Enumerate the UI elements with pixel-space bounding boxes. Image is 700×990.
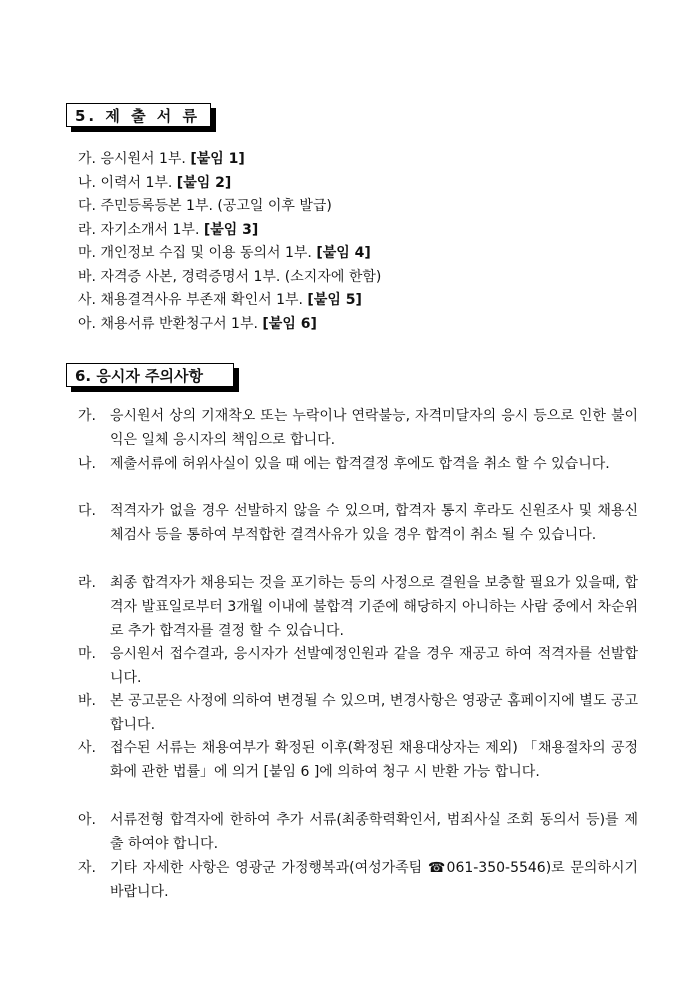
section-5-title: 5. 제 출 서 류	[66, 103, 211, 127]
section-6-title: 6. 응시자 주의사항	[66, 363, 234, 387]
item-marker: 바.	[78, 268, 96, 285]
attachment-ref: [붙임 5]	[307, 292, 362, 308]
notice-item	[78, 405, 638, 453]
item-marker: 사.	[78, 740, 96, 756]
attachment-ref: [붙임 4]	[316, 245, 371, 261]
item-text: 본 공고문은 사정에 의하여 변경될 수 있으며, 변경사항은 영광군 홈페이지에 별도 공고합니다.	[110, 693, 638, 733]
item-marker: 아.	[78, 812, 96, 828]
document-item	[78, 313, 317, 337]
document-item	[78, 266, 381, 290]
item-text: 서류전형 합격자에 한하여 추가 서류(최종학력확인서, 범죄사실 조회 동의서 등)를 제출 하여야 합니다.	[110, 812, 638, 852]
item-marker: 다.	[78, 503, 96, 519]
item-marker: 바.	[78, 693, 96, 709]
notice-item	[78, 809, 638, 857]
item-marker: 가.	[78, 151, 96, 167]
notice-item	[78, 643, 638, 691]
item-marker: 사.	[78, 292, 96, 308]
item-text: 개인정보 수집 및 이용 동의서 1부.	[100, 245, 312, 261]
notice-item	[78, 690, 638, 738]
document-item	[78, 289, 362, 313]
item-marker: 나.	[78, 174, 96, 191]
notice-item	[78, 737, 638, 785]
notice-item	[78, 572, 638, 643]
item-text: 채용서류 반환청구서 1부.	[100, 315, 258, 332]
item-text: 이력서 1부.	[100, 174, 173, 191]
document-item	[78, 242, 371, 266]
item-text: 응시원서 접수결과, 응시자가 선발예정인원과 같을 경우 재공고 하여 적격자를 선발합니다.	[110, 646, 638, 686]
item-marker: 라.	[78, 221, 96, 238]
item-text: 자기소개서 1부.	[100, 221, 200, 238]
item-text: 응시원서 1부.	[100, 151, 186, 167]
notice-item	[78, 500, 638, 548]
item-marker: 다.	[78, 198, 96, 214]
item-marker: 라.	[78, 575, 96, 591]
attachment-ref: [붙임 1]	[190, 151, 245, 167]
item-text: 주민등록등본 1부. (공고일 이후 발급)	[100, 198, 332, 214]
attachment-ref: [붙임 2]	[176, 174, 232, 191]
document-item	[78, 219, 258, 243]
item-marker: 마.	[78, 646, 96, 662]
attachment-ref: [붙임 6]	[262, 315, 317, 332]
notice-item	[78, 857, 638, 905]
item-marker: 마.	[78, 245, 96, 261]
document-item	[78, 172, 231, 196]
item-marker: 아.	[78, 315, 96, 332]
item-text: 채용결격사유 부존재 확인서 1부.	[100, 292, 303, 308]
item-marker: 나.	[78, 456, 96, 472]
item-text: 응시원서 상의 기재착오 또는 누락이나 연락불능, 자격미달자의 응시 등으로 인한 불이익은 일체 응시자의 책임으로 합니다.	[110, 408, 638, 448]
document-item	[78, 148, 245, 172]
item-text: 제출서류에 허위사실이 있을 때 에는 합격결정 후에도 합격을 취소 할 수 있습니다.	[110, 456, 610, 472]
item-text: 적격자가 없을 경우 선발하지 않을 수 있으며, 합격자 통지 후라도 신원조사 및 채용신체검사 등을 통하여 부적합한 결격사유가 있을 경우 합격이 취소 될 수 있습니다.	[110, 503, 638, 543]
item-text: 접수된 서류는 채용여부가 확정된 이후(확정된 채용대상자는 제외) 「채용절차의 공정화에 관한 법률」에 의거 [붙임 6 ]에 의하여 청구 시 반환 가능 합니다.	[110, 740, 638, 780]
item-text: 자격증 사본, 경력증명서 1부. (소지자에 한함)	[100, 268, 382, 285]
notice-item	[78, 453, 638, 477]
item-text: 기타 자세한 사항은 영광군 가정행복과(여성가족팀 ☎061-350-5546)로 문의하시기 바랍니다.	[110, 860, 638, 900]
item-marker: 가.	[78, 408, 96, 424]
attachment-ref: [붙임 3]	[203, 221, 259, 238]
item-marker: 자.	[78, 860, 96, 876]
item-text: 최종 합격자가 채용되는 것을 포기하는 등의 사정으로 결원을 보충할 필요가 있을때, 합격자 발표일로부터 3개월 이내에 불합격 기준에 해당하지 아니하는 사람 중에서 차순위로 추가 합격자를 결정 할 수 있습니다.	[110, 575, 638, 639]
document-item	[78, 195, 332, 219]
